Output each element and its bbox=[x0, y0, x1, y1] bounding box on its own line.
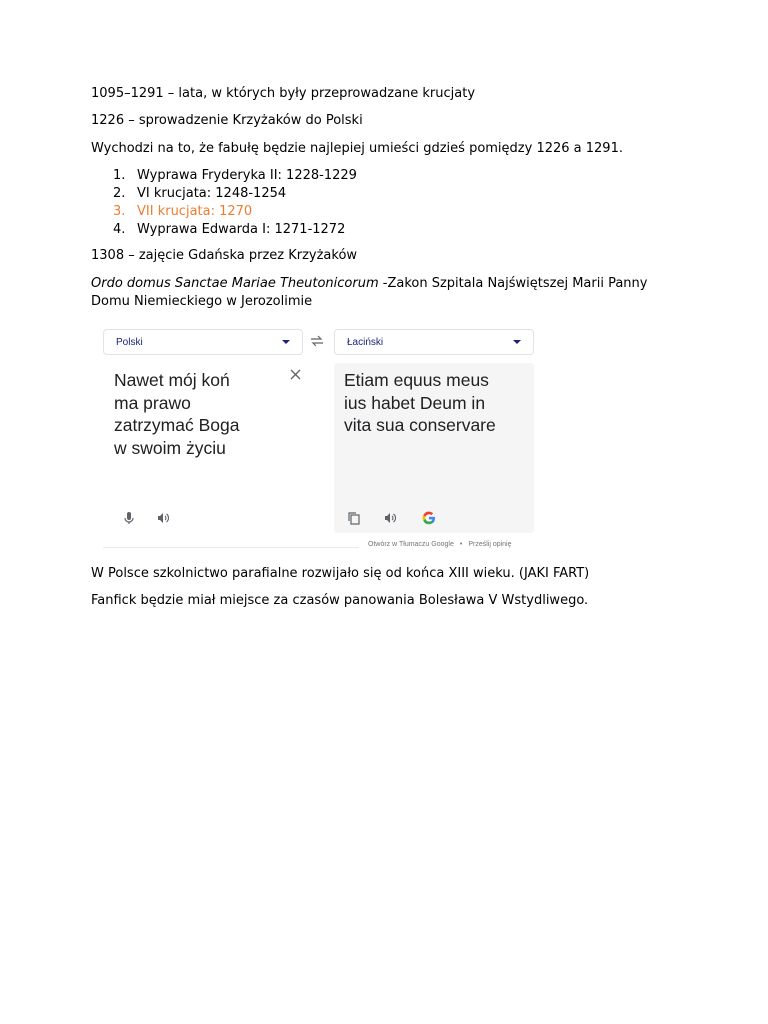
paragraph-teutonic-arrival: 1226 – sprowadzenie Krzyżaków do Polski bbox=[91, 113, 363, 128]
paragraph-order-name bbox=[91, 275, 651, 311]
divider bbox=[103, 547, 359, 548]
list-number: 2. bbox=[113, 186, 126, 201]
target-text-pane bbox=[334, 363, 534, 533]
order-latin-name: Ordo domus Sanctae Mariae Theutonicorum bbox=[91, 276, 379, 291]
speaker-icon[interactable] bbox=[382, 510, 398, 526]
paragraph-fanfic-setting: Fanfick będzie miał miejsce za czasów panowania Bolesława V Wstydliwego. bbox=[91, 593, 589, 608]
source-language-label: Polski bbox=[116, 336, 143, 348]
source-text-pane[interactable] bbox=[103, 363, 333, 533]
crusades-list bbox=[113, 167, 357, 239]
list-text: Wyprawa Fryderyka II: 1228-1229 bbox=[137, 168, 357, 183]
footer-separator: • bbox=[459, 541, 463, 548]
translator-widget bbox=[100, 325, 540, 557]
list-item bbox=[113, 185, 357, 203]
speaker-icon[interactable] bbox=[155, 510, 171, 526]
list-number: 4. bbox=[113, 222, 126, 237]
google-logo-icon[interactable] bbox=[421, 510, 437, 526]
close-icon[interactable] bbox=[290, 367, 301, 385]
copy-icon[interactable] bbox=[346, 510, 362, 526]
list-item-highlighted bbox=[113, 203, 357, 221]
list-item bbox=[113, 167, 357, 185]
list-text: VI krucjata: 1248-1254 bbox=[137, 186, 287, 201]
chevron-down-icon bbox=[282, 340, 290, 344]
paragraph-gdansk: 1308 – zajęcie Gdańska przez Krzyżaków bbox=[91, 248, 358, 263]
paragraph-plot-timing: Wychodzi na to, że fabułę będzie najlepiej umieści gdzieś pomiędzy 1226 a 1291. bbox=[91, 141, 623, 156]
microphone-icon[interactable] bbox=[121, 510, 137, 526]
target-language-label: Łaciński bbox=[347, 336, 384, 348]
list-number: 1. bbox=[113, 168, 126, 183]
source-language-select[interactable] bbox=[103, 329, 303, 355]
list-number: 3. bbox=[113, 204, 126, 219]
open-in-translate-link[interactable]: Otwórz w Tłumaczu Google bbox=[368, 541, 454, 548]
translator-footer bbox=[368, 541, 512, 548]
target-text: Etiam equus meus ius habet Deum in vita sua conservare bbox=[344, 370, 496, 435]
paragraph-crusades-dates: 1095–1291 – lata, w których były przeprowadzane krucjaty bbox=[91, 86, 476, 101]
send-feedback-link[interactable]: Prześlij opinię bbox=[468, 541, 512, 548]
chevron-down-icon bbox=[513, 340, 521, 344]
source-text: Nawet mój koń ma prawo zatrzymać Boga w swoim życiu bbox=[114, 370, 240, 458]
list-text: Wyprawa Edwarda I: 1271-1272 bbox=[137, 222, 346, 237]
swap-icon[interactable] bbox=[310, 335, 324, 350]
order-polish-name: -Zakon Szpitala Najświętszej Marii Panny Domu Niemieckiego w Jerozolimie bbox=[91, 276, 648, 309]
list-text: VII krucjata: 1270 bbox=[137, 204, 253, 219]
target-language-select[interactable] bbox=[334, 329, 534, 355]
paragraph-parish-schools: W Polsce szkolnictwo parafialne rozwijało się od końca XIII wieku. (JAKI FART) bbox=[91, 566, 590, 581]
list-item bbox=[113, 221, 357, 239]
